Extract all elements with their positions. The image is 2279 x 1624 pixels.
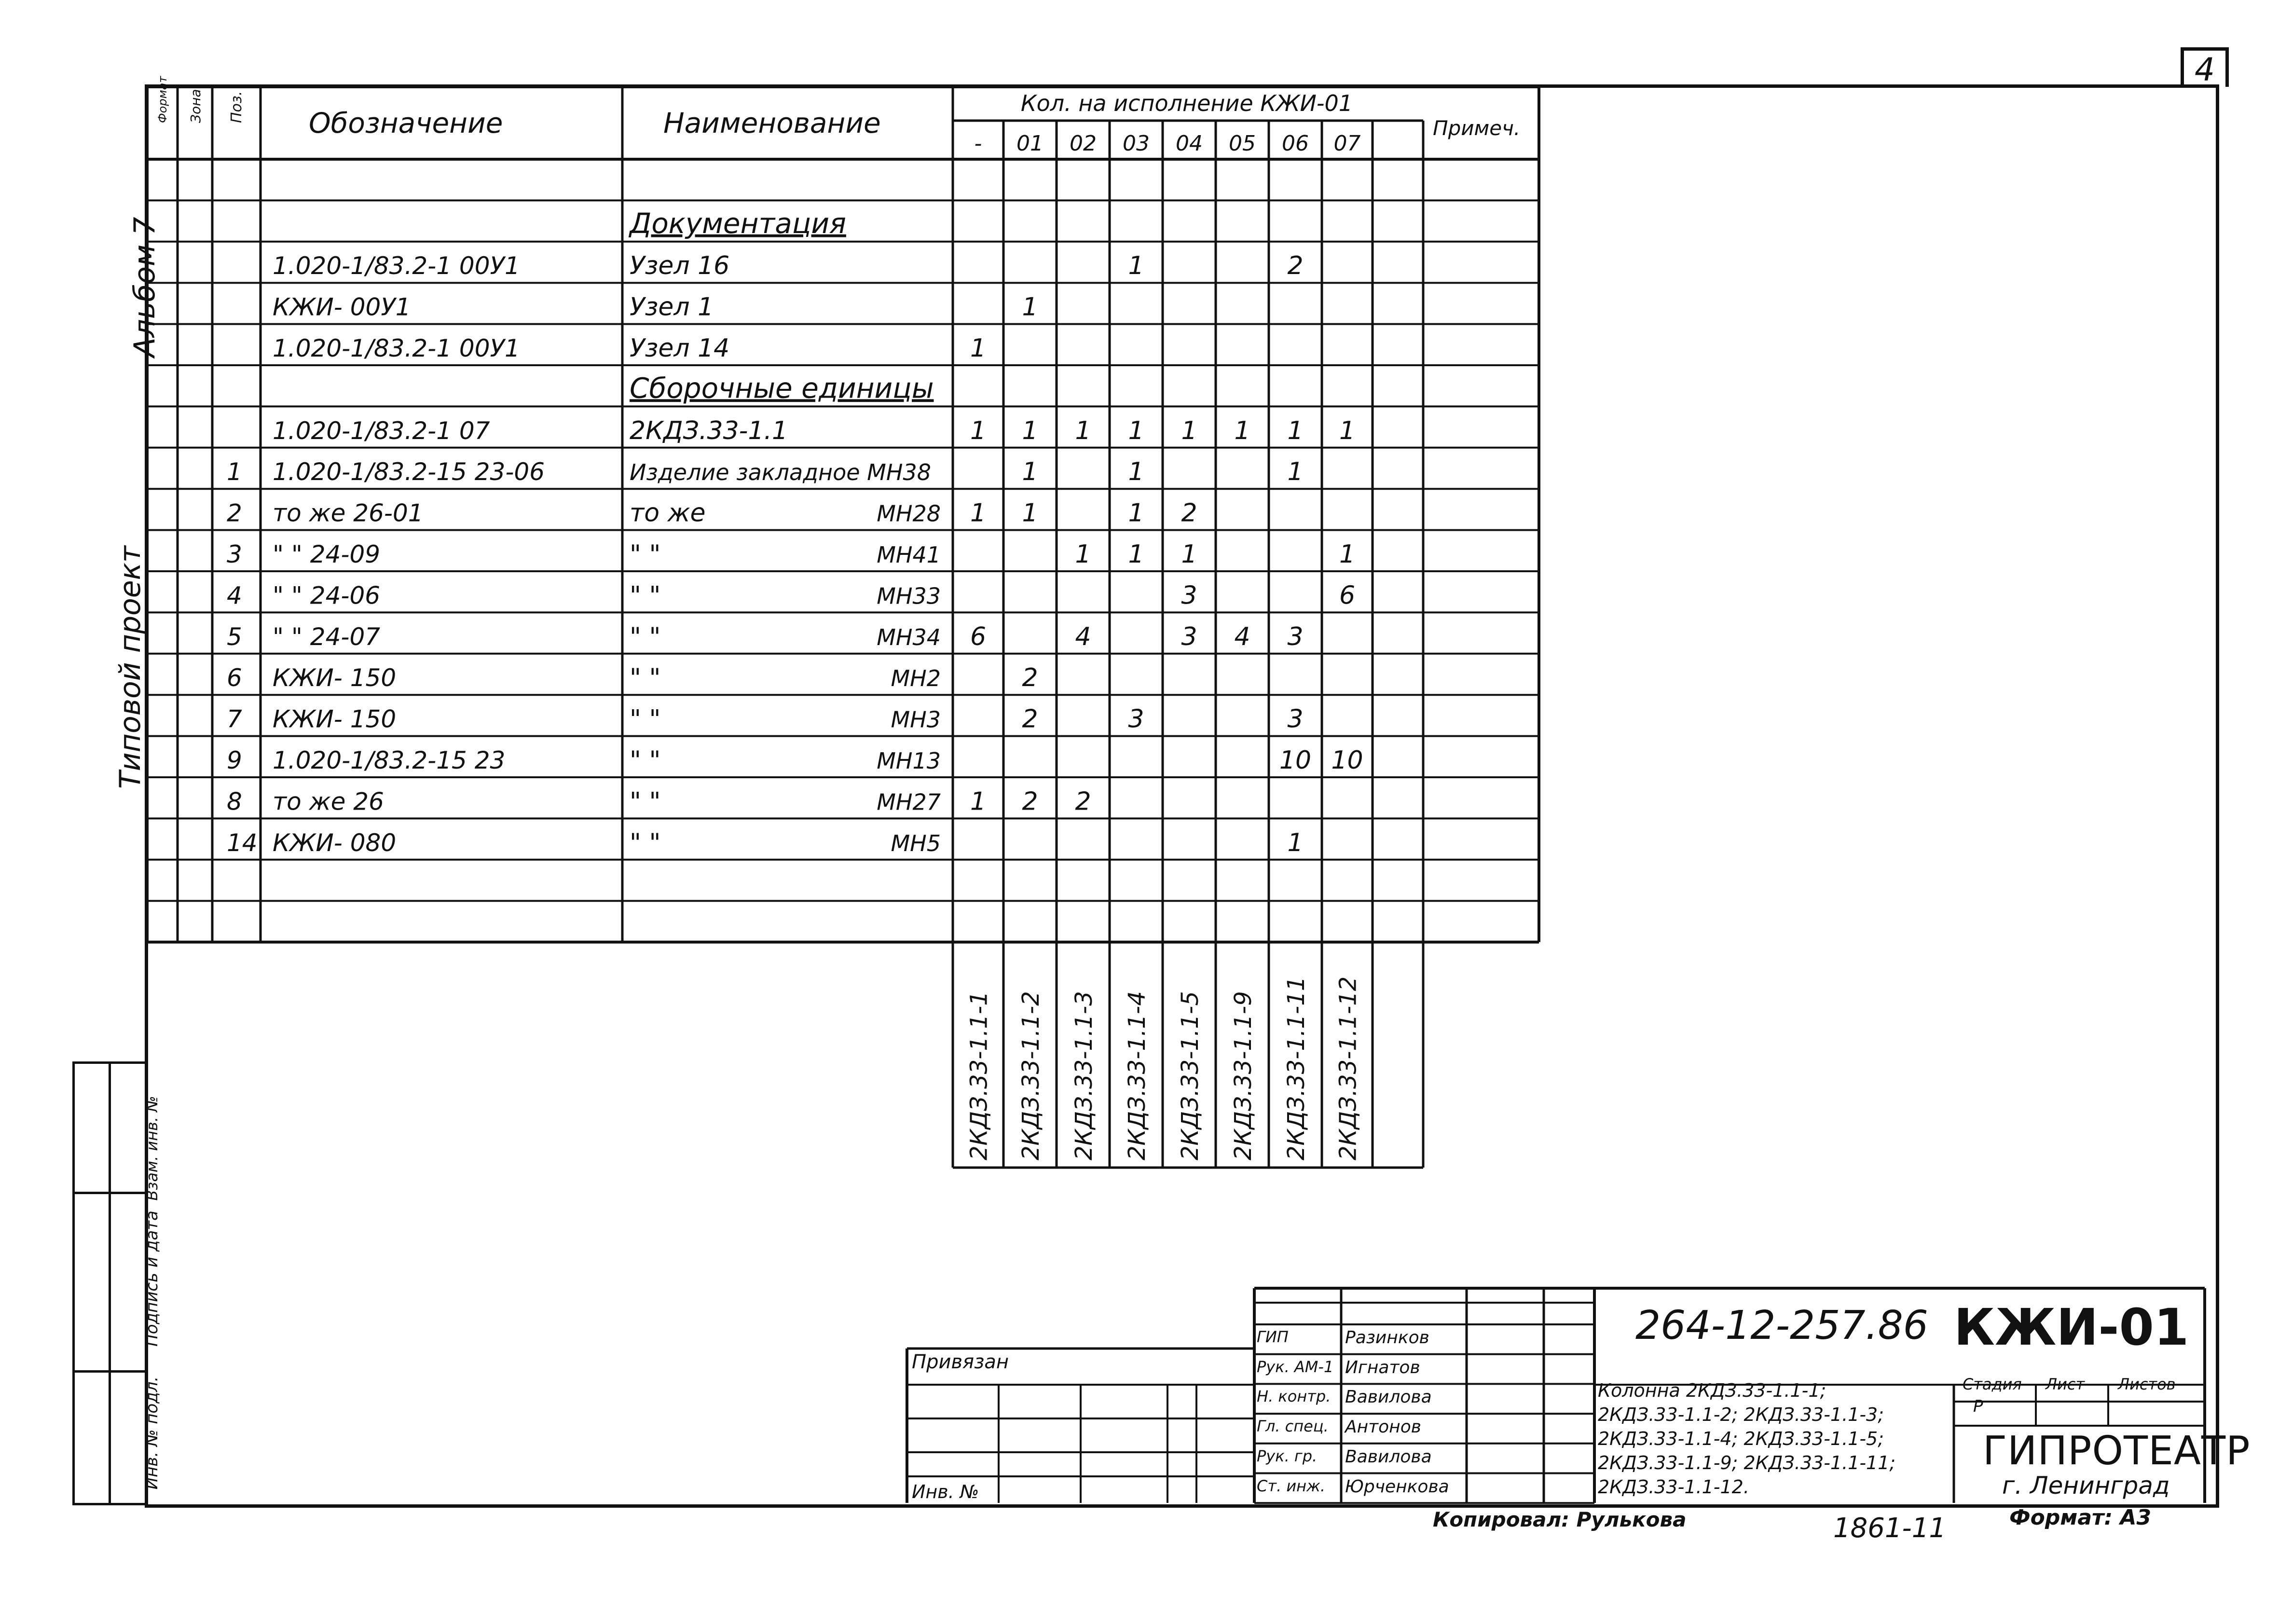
row-quantity: 1 [1128, 416, 1144, 445]
row-quantity: 1 [1128, 251, 1144, 281]
row-mark: МН2 [891, 665, 941, 692]
row-designation: КЖИ- 150 [273, 705, 397, 733]
row-quantity: 1 [1075, 416, 1091, 445]
signature-role: Рук. АМ-1 [1257, 1357, 1334, 1376]
section-heading: Документация [630, 206, 846, 240]
row-designation: " " 24-07 [273, 622, 381, 651]
row-quantity: 1 [1181, 540, 1197, 569]
description-line: 2КДЗ.33-1.1-4; 2КДЗ.33-1.1-5; [1598, 1428, 1884, 1449]
variant-header: 06 [1282, 131, 1309, 156]
row-name: " " [630, 581, 661, 610]
row-quantity: 1 [1128, 457, 1144, 487]
row-quantity: 6 [970, 622, 987, 651]
left-stamp-line [72, 1503, 145, 1505]
variant-mark: 2КДЗ.33-1.1-4 [1124, 991, 1151, 1160]
row-mark: МН33 [877, 583, 941, 609]
row-quantity: 10 [1279, 746, 1312, 775]
sheets-label: Листов [2118, 1375, 2176, 1393]
variant-header: - [974, 131, 982, 156]
row-designation: 1.020-1/83.2-1 00У1 [273, 334, 520, 362]
row-quantity: 1 [1075, 540, 1091, 569]
row-name: Узел 16 [630, 251, 730, 281]
row-mark: МН41 [877, 542, 941, 568]
row-name: Узел 14 [630, 334, 730, 363]
row-name: Узел 1 [630, 292, 714, 322]
row-designation: КЖИ- 150 [273, 664, 397, 692]
variant-mark: 2КДЗ.33-1.1-12 [1334, 976, 1362, 1160]
replacement-inv-label: Взам. инв. № [143, 1096, 161, 1201]
row-position: 6 [227, 664, 242, 692]
sheet-format: Формат: А3 [2009, 1505, 2152, 1530]
row-quantity: 4 [1075, 622, 1091, 651]
stage-label: Стадия [1963, 1375, 2022, 1393]
description-line: 2КДЗ.33-1.1-12. [1598, 1476, 1749, 1498]
col-header-zone: Зона [188, 89, 204, 123]
album-label: Альбом 7 [128, 217, 162, 358]
variant-mark: 2КДЗ.33-1.1-9 [1230, 991, 1257, 1160]
row-quantity: 1 [1022, 498, 1038, 528]
row-designation: то же 26 [273, 787, 384, 816]
organization-city: г. Ленинград [2002, 1472, 2170, 1500]
row-quantity: 1 [1128, 498, 1144, 528]
row-position: 4 [227, 581, 242, 610]
signature-name: Игнатов [1345, 1357, 1420, 1377]
signature-role: Рук. гр. [1257, 1446, 1318, 1465]
sheet-label: Лист [2046, 1375, 2085, 1393]
row-mark: МН27 [877, 789, 941, 815]
row-quantity: 2 [1022, 787, 1038, 816]
row-quantity: 1 [970, 334, 987, 363]
row-name: " " [630, 663, 661, 693]
section-heading: Сборочные единицы [630, 372, 934, 405]
row-quantity: 3 [1287, 704, 1304, 734]
signature-role: ГИП [1257, 1328, 1289, 1346]
variant-mark: 2КДЗ.33-1.1-3 [1071, 991, 1098, 1160]
signature-name: Юрченкова [1345, 1476, 1449, 1497]
row-position: 9 [227, 746, 242, 774]
row-quantity: 6 [1339, 581, 1356, 610]
left-stamp-line [109, 1061, 111, 1503]
row-quantity: 1 [970, 787, 987, 816]
document-code: 264-12-257.86 [1635, 1303, 1928, 1349]
organization-name: ГИПРОТЕАТР [1983, 1428, 2251, 1474]
stage-value: Р [1973, 1397, 1983, 1416]
col-header-quantity: Кол. на исполнение КЖИ-01 [1020, 90, 1353, 116]
row-quantity: 2 [1022, 704, 1038, 734]
row-designation: то же 26-01 [273, 499, 424, 527]
signature-role: Гл. спец. [1257, 1417, 1329, 1436]
copied-by: Копировал: Рулькова [1433, 1508, 1687, 1531]
col-header-note: Примеч. [1433, 116, 1521, 140]
row-designation: 1.020-1/83.2-1 07 [273, 416, 490, 445]
row-quantity: 1 [1287, 457, 1304, 487]
row-position: 7 [227, 705, 242, 733]
signature-date-label: Подпись и дата [142, 1211, 162, 1347]
row-mark: МН13 [877, 748, 941, 774]
row-position: 1 [227, 458, 242, 486]
variant-header: 02 [1070, 131, 1097, 156]
row-position: 2 [227, 499, 242, 527]
row-quantity: 3 [1181, 581, 1197, 610]
document-mark: КЖИ-01 [1954, 1298, 2189, 1357]
variant-mark: 2КДЗ.33-1.1-11 [1283, 976, 1310, 1160]
signature-name: Вавилова [1345, 1446, 1432, 1467]
row-position: 8 [227, 787, 242, 816]
row-quantity: 1 [1287, 416, 1304, 445]
signature-role: Н. контр. [1257, 1387, 1331, 1406]
signature-name: Разинков [1345, 1328, 1429, 1348]
row-quantity: 4 [1234, 622, 1250, 651]
row-quantity: 1 [1339, 540, 1356, 569]
row-mark: МН34 [877, 624, 941, 650]
row-quantity: 1 [970, 416, 987, 445]
description-line: 2КДЗ.33-1.1-9; 2КДЗ.33-1.1-11; [1598, 1452, 1896, 1473]
row-designation: " " 24-09 [273, 540, 381, 568]
signature-role: Ст. инж. [1257, 1476, 1326, 1495]
variant-mark: 2КДЗ.33-1.1-5 [1177, 991, 1204, 1160]
col-header-format: Формат [156, 76, 169, 123]
col-header-designation: Обозначение [309, 107, 503, 139]
row-name: Изделие закладное МН38 [630, 459, 931, 486]
row-name: то же [630, 498, 706, 528]
row-quantity: 3 [1181, 622, 1197, 651]
row-designation: 1.020-1/83.2-1 00У1 [273, 252, 520, 280]
row-name: " " [630, 622, 661, 651]
row-designation: 1.020-1/83.2-15 23 [273, 746, 506, 774]
signature-name: Вавилова [1345, 1387, 1432, 1407]
row-designation: " " 24-06 [273, 581, 381, 610]
variant-header: 03 [1123, 131, 1150, 156]
archive-number: 1861-11 [1833, 1513, 1946, 1544]
row-quantity: 1 [970, 498, 987, 528]
row-name: 2КДЗ.33-1.1 [630, 416, 788, 445]
row-quantity: 1 [1234, 416, 1250, 445]
row-quantity: 2 [1287, 251, 1304, 281]
left-stamp-line [72, 1061, 75, 1503]
row-quantity: 1 [1022, 457, 1038, 487]
row-quantity: 2 [1022, 663, 1038, 693]
col-header-name: Наименование [663, 107, 881, 139]
row-quantity: 3 [1287, 622, 1304, 651]
row-quantity: 2 [1181, 498, 1197, 528]
row-quantity: 3 [1128, 704, 1144, 734]
row-name: " " [630, 704, 661, 734]
row-designation: 1.020-1/83.2-15 23-06 [273, 458, 545, 486]
variant-mark: 2КДЗ.33-1.1-1 [965, 991, 993, 1160]
row-name: " " [630, 746, 661, 775]
row-name: " " [630, 828, 661, 857]
description-line: 2КДЗ.33-1.1-2; 2КДЗ.33-1.1-3; [1598, 1404, 1884, 1425]
binding-inv-label: Инв. № [912, 1481, 979, 1502]
variant-header: 01 [1016, 131, 1043, 156]
row-position: 14 [227, 828, 258, 857]
project-label: Типовой проект [113, 546, 147, 789]
original-inv-label: Инв. № подл. [142, 1376, 162, 1490]
variant-header: 05 [1229, 131, 1256, 156]
row-quantity: 1 [1339, 416, 1356, 445]
row-quantity: 2 [1075, 787, 1091, 816]
row-quantity: 10 [1331, 746, 1363, 775]
col-header-pos: Поз. [228, 91, 245, 123]
row-designation: КЖИ- 080 [273, 828, 397, 857]
variant-header: 07 [1333, 131, 1361, 156]
row-name: " " [630, 787, 661, 816]
row-quantity: 1 [1022, 416, 1038, 445]
row-position: 5 [227, 622, 242, 651]
sheet-number: 4 [2181, 47, 2229, 87]
row-mark: МН28 [877, 500, 941, 527]
row-quantity: 1 [1128, 540, 1144, 569]
row-name: " " [630, 540, 661, 569]
row-quantity: 1 [1022, 292, 1038, 322]
description-line: Колонна 2КДЗ.33-1.1-1; [1598, 1380, 1826, 1401]
row-mark: МН5 [891, 830, 941, 856]
binding-label: Привязан [912, 1351, 1009, 1373]
row-quantity: 1 [1181, 416, 1197, 445]
signature-name: Антонов [1345, 1417, 1421, 1437]
row-position: 3 [227, 540, 242, 568]
variant-mark: 2КДЗ.33-1.1-2 [1017, 991, 1044, 1160]
row-designation: КЖИ- 00У1 [273, 293, 411, 321]
row-quantity: 1 [1287, 828, 1304, 857]
variant-header: 04 [1176, 131, 1203, 156]
row-mark: МН3 [891, 706, 941, 733]
